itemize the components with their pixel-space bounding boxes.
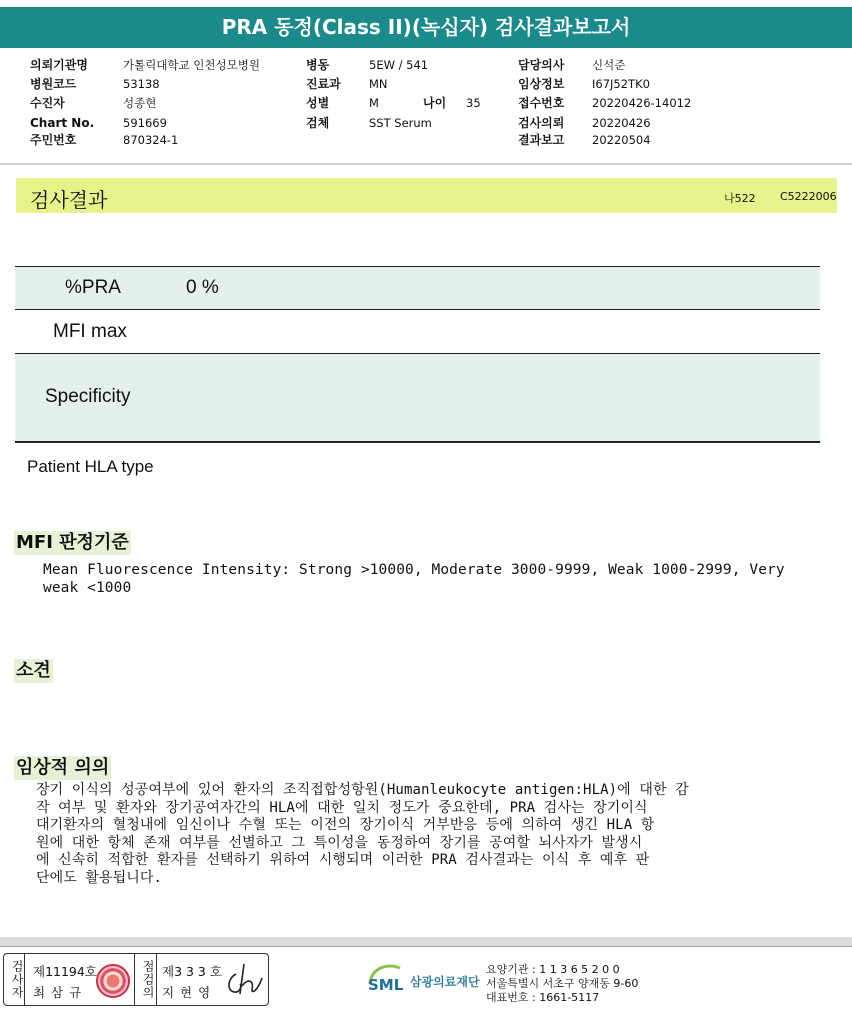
- examiner-name: 최 삼 규: [33, 985, 83, 1000]
- info-label: 병원코드: [30, 77, 77, 92]
- findings-heading: 소견: [16, 660, 51, 681]
- info-label: 의뢰기관명: [30, 58, 88, 72]
- info-label: 담당의사: [518, 58, 565, 72]
- box-divider: [134, 954, 135, 1005]
- patient-info-col2: [306, 56, 481, 133]
- examiner-license: 제11194호: [33, 964, 97, 979]
- info-value: 20220426: [592, 115, 651, 130]
- logo-text: SML: [368, 976, 404, 994]
- box-divider: [156, 954, 157, 1005]
- org-phone: 대표번호 : 1661-5117: [486, 991, 600, 1004]
- clinical-line: 장기 이식의 성공여부에 있어 환자의 조직접합성항원(Humanleukocyte antigen:HLA)에 대한 감: [36, 782, 689, 798]
- clinical-line: 원에 대한 항체 존재 여부를 선별하고 그 특이성을 동정하여 장기를 공여할 뇌사자가 발생시: [36, 834, 643, 851]
- pra-label: %PRA: [65, 277, 121, 298]
- specificity-label: Specificity: [45, 386, 131, 407]
- info-value: I67J52TK0: [592, 77, 650, 92]
- pra-row: [15, 266, 820, 310]
- reviewer-license: 제3 3 3 호: [162, 964, 222, 979]
- org-address: 서울특별시 서초구 양재동 9-60: [486, 977, 639, 990]
- footer-divider: [0, 937, 852, 946]
- info-label: 결과보고: [518, 132, 565, 147]
- age-label: 나이: [423, 96, 447, 111]
- clinical-text: [36, 782, 689, 887]
- info-label: 주민번호: [30, 132, 77, 147]
- clinical-line: 단에도 활용됩니다.: [36, 869, 163, 886]
- result-code-a: 나522: [724, 192, 756, 205]
- info-label: 성별: [306, 96, 330, 111]
- patient-hla-type-label: Patient HLA type: [27, 457, 154, 476]
- patient-info-col1: [30, 56, 260, 150]
- mfi-criteria-line: weak <1000: [43, 580, 132, 596]
- info-label: 수진자: [30, 96, 65, 111]
- result-heading: 검사결과: [30, 188, 108, 212]
- clinical-line: 에 신속히 적합한 환자를 선택하기 위하여 시행되며 이러한 PRA 검사결과는 이식 후 예후 판: [36, 852, 650, 868]
- report-title: PRA 동정(Class II)(녹십자) 검사결과보고서: [0, 7, 852, 48]
- clinical-line: 대기환자의 혈청내에 임신이나 수혈 또는 이전의 장기이식 거부반응 등에 의하여 생긴 HLA 항: [36, 817, 655, 833]
- mfi-criteria-heading: MFI 판정기준: [16, 532, 129, 553]
- info-value: M: [369, 96, 379, 111]
- signature-box: [3, 953, 269, 1006]
- mfi-criteria-text: [43, 561, 785, 597]
- examiner-label: 검사자: [10, 960, 24, 999]
- reviewer-label: 점검의: [141, 960, 155, 999]
- info-label: 접수번호: [518, 96, 565, 111]
- info-value: 5EW / 541: [369, 58, 429, 72]
- info-value: 가톨릭대학교 인천성모병원: [123, 58, 260, 72]
- info-value: MN: [369, 77, 388, 92]
- reviewer-name: 지 현 영: [162, 985, 212, 1000]
- info-value: 20220426-14012: [592, 96, 692, 111]
- result-section-header: [16, 178, 837, 213]
- seal-stamp: [96, 964, 130, 998]
- sml-logo-icon: [366, 960, 408, 998]
- info-value: 신석준: [592, 58, 626, 72]
- signature-mark: [222, 960, 266, 1000]
- mfi-max-row: [15, 310, 820, 354]
- box-divider: [24, 954, 25, 1005]
- info-value: 870324-1: [123, 132, 179, 147]
- info-label: 진료과: [306, 77, 341, 92]
- specificity-row: [15, 354, 820, 443]
- info-value: SST Serum: [369, 115, 432, 130]
- org-code: 요양기관 : 1 1 3 6 5 2 0 0: [486, 963, 620, 976]
- age-value: 35: [466, 96, 481, 111]
- info-value: 20220504: [592, 132, 651, 147]
- patient-info-col3: [518, 56, 691, 150]
- org-name: 삼광의료재단: [410, 975, 480, 989]
- clinical-heading: 임상적 의의: [16, 757, 110, 778]
- mfi-criteria-line: Mean Fluorescence Intensity: Strong >10000, Moderate 3000-9999, Weak 1000-2999, Very: [43, 562, 785, 578]
- mfi-max-label: MFI max: [53, 321, 127, 342]
- info-value: 성종현: [123, 96, 157, 111]
- info-label: 검사의뢰: [518, 115, 565, 130]
- footer-rule: [0, 946, 852, 947]
- info-label: 임상정보: [518, 77, 565, 92]
- info-value: 53138: [123, 77, 160, 92]
- pra-value: 0 %: [186, 277, 219, 298]
- info-value: 591669: [123, 115, 167, 130]
- result-code-b: C5222006: [780, 190, 837, 203]
- header-divider: [0, 163, 852, 165]
- info-label: 검체: [306, 115, 330, 130]
- clinical-line: 작 여부 및 환자와 장기공여자간의 HLA에 대한 일치 정도가 중요한데, PRA 검사는 장기이식: [36, 799, 648, 816]
- info-label: 병동: [306, 58, 330, 72]
- info-label: Chart No.: [30, 115, 95, 130]
